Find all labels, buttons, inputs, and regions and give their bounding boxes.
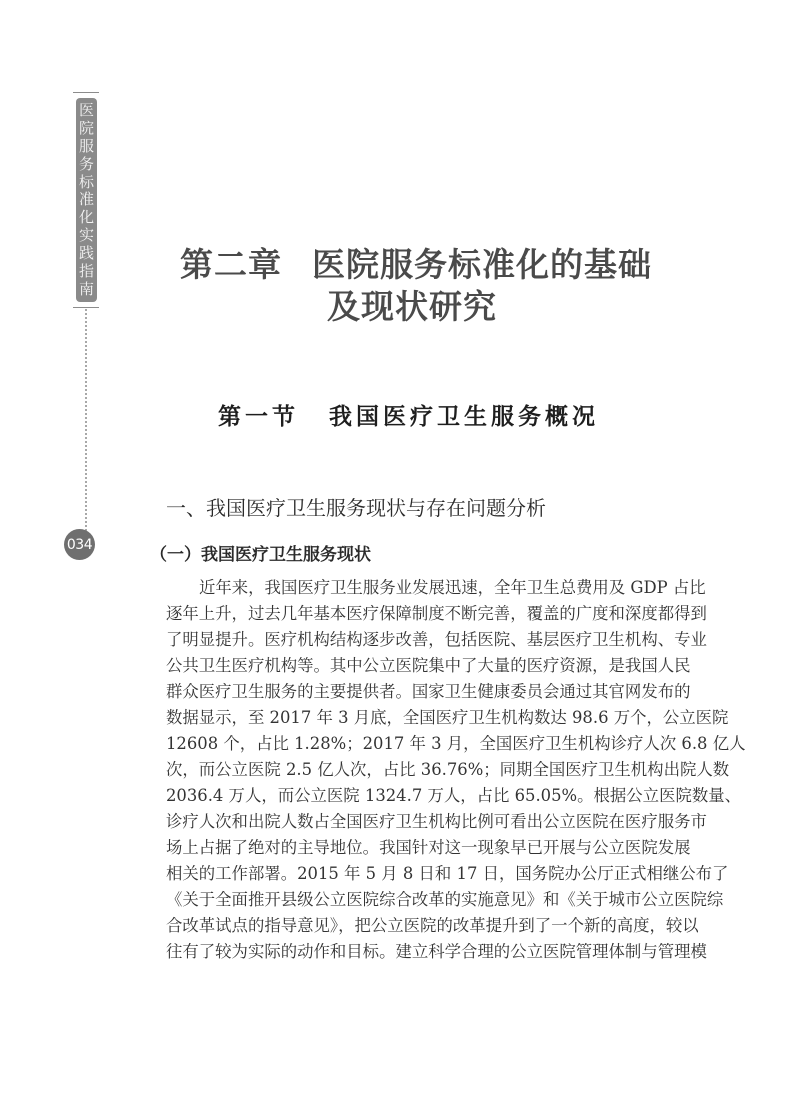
paragraph-line: 群众医疗卫生服务的主要提供者。国家卫生健康委员会通过其官网发布的 (166, 682, 691, 701)
book-title-char: 标 (78, 172, 94, 191)
book-title-char: 服 (78, 137, 94, 156)
paragraph-line: 数据显示，至 2017 年 3 月底，全国医疗卫生机构数达 98.6 万个，公立医院 (166, 708, 729, 727)
book-title-char: 指 (78, 261, 94, 280)
book-title-char: 践 (78, 243, 94, 262)
body-paragraph (166, 575, 746, 965)
paragraph-line: 往有了较为实际的动作和目标。建立科学合理的公立医院管理体制与管理模 (166, 942, 707, 961)
paragraph-line: 2036.4 万人，而公立医院 1324.7 万人，占比 65.05%。根据公立医院数量、 (166, 786, 742, 805)
chapter-title-line1: 医院服务标准化的基础 (312, 245, 652, 284)
sidebar-rule-top (73, 92, 99, 93)
paragraph-line: 近年来，我国医疗卫生服务业发展迅速，全年卫生总费用及 GDP 占比 (199, 578, 706, 597)
book-title-char: 南 (78, 279, 94, 298)
paragraph-line: 诊疗人次和出院人数占全国医疗卫生机构比例可看出公立医院在医疗服务市 (166, 812, 707, 831)
book-title-char: 务 (78, 154, 94, 173)
paragraph-line: 次，而公立医院 2.5 亿人次，占比 36.76%；同期全国医疗卫生机构出院人数 (166, 760, 730, 779)
paragraph-line: 场上占据了绝对的主导地位。我国针对这一现象早已开展与公立医院发展 (166, 838, 691, 857)
paragraph-line: 逐年上升，过去几年基本医疗保障制度不断完善，覆盖的广度和深度都得到 (166, 604, 707, 623)
section-title (218, 398, 599, 431)
book-title-char: 化 (78, 208, 94, 227)
paragraph-line: 相关的工作部署。2015 年 5 月 8 日和 17 日，国务院办公厅正式相继公布了 (166, 864, 729, 883)
paragraph-line: 合改革试点的指导意见》，把公立医院的改革提升到了一个新的高度，较以 (166, 916, 699, 935)
paragraph-line: 12608 个，占比 1.28%；2017 年 3 月，全国医疗卫生机构诊疗人次 6.8 亿人 (166, 734, 746, 753)
page-number-badge: 034 (64, 529, 95, 560)
section-number: 第一节 (218, 403, 299, 430)
book-title-char: 准 (78, 190, 94, 209)
book-title-char: 院 (78, 119, 94, 138)
chapter-number: 第二章 (180, 245, 282, 284)
book-title-char: 实 (78, 226, 94, 245)
book-title-char: 医 (78, 101, 94, 120)
paragraph-line: 《关于全面推开县级公立医院综合改革的实施意见》和《关于城市公立医院综 (166, 890, 724, 909)
paragraph-line: 了明显提升。医疗机构结构逐步改善，包括医院、基层医疗卫生机构、专业 (166, 630, 707, 649)
sidebar-dotted-line (85, 309, 87, 531)
chapter-title (180, 244, 650, 328)
paragraph-line: 公共卫生医疗机构等。其中公立医院集中了大量的医疗资源，是我国人民 (166, 656, 691, 675)
section-title-text: 我国医疗卫生服务概况 (329, 403, 599, 430)
chapter-title-line2: 及现状研究 (327, 287, 497, 326)
heading-level1: 一、我国医疗卫生服务现状与存在问题分析 (166, 496, 546, 520)
sidebar-book-title-tab (76, 98, 97, 302)
sidebar-rule-bottom (73, 307, 99, 308)
heading-level2: （一）我国医疗卫生服务现状 (150, 545, 371, 565)
